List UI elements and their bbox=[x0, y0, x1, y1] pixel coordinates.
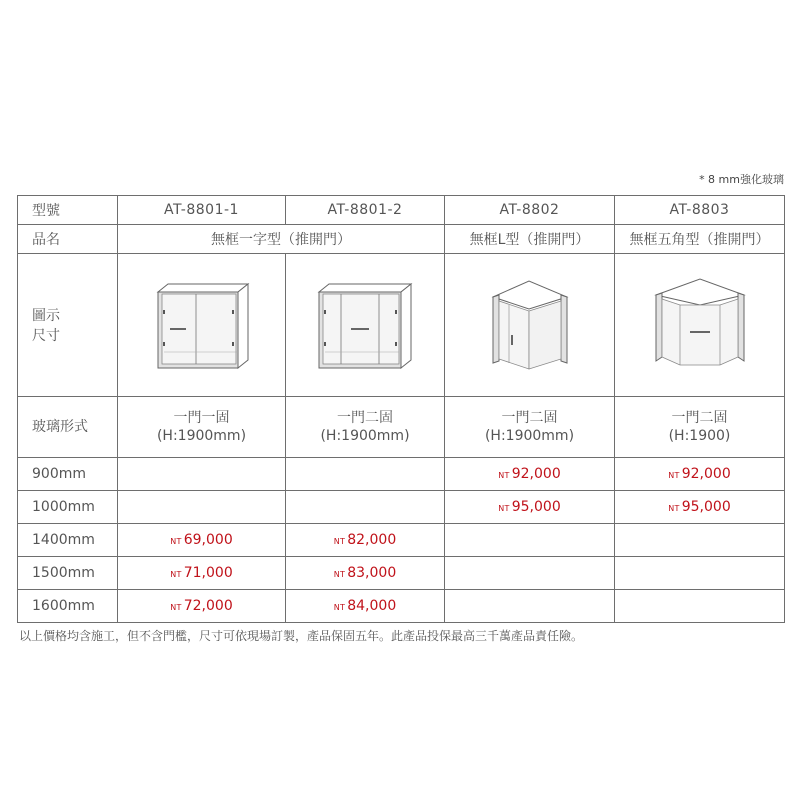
glass-type: 一門二固 bbox=[671, 410, 728, 426]
price-row bbox=[18, 524, 785, 557]
model-cell: AT-8801-2 bbox=[286, 196, 445, 225]
price-cell bbox=[286, 491, 445, 524]
currency-prefix: NT bbox=[170, 570, 182, 579]
size-label: 900mm bbox=[18, 458, 118, 491]
diagram-cell bbox=[118, 254, 286, 397]
glass-cell bbox=[445, 397, 615, 458]
glass-height: (H:1900) bbox=[668, 428, 731, 444]
price-cell bbox=[615, 524, 785, 557]
straight-two-fixed-diagram bbox=[315, 280, 415, 370]
currency-prefix: NT bbox=[333, 570, 346, 579]
price-value: 82,000 bbox=[347, 532, 397, 548]
model-row bbox=[18, 196, 785, 225]
price-cell bbox=[286, 458, 445, 491]
price-value: 71,000 bbox=[183, 565, 233, 581]
name-label: 品名 bbox=[18, 225, 118, 254]
price-cell bbox=[615, 491, 785, 524]
price-cell bbox=[286, 590, 445, 623]
glass-height: (H:1900mm) bbox=[320, 428, 410, 444]
glass-label: 玻璃形式 bbox=[18, 397, 118, 458]
size-rows bbox=[18, 458, 785, 623]
model-cell: AT-8803 bbox=[615, 196, 785, 225]
currency-prefix: NT bbox=[498, 471, 510, 480]
size-label: 1000mm bbox=[18, 491, 118, 524]
glass-type: 一門一固 bbox=[173, 410, 230, 426]
price-cell bbox=[118, 491, 286, 524]
price-cell bbox=[445, 557, 615, 590]
price-row bbox=[18, 458, 785, 491]
l-shape-diagram bbox=[485, 275, 575, 375]
diagram-cell bbox=[286, 254, 445, 397]
price-value: 84,000 bbox=[347, 598, 397, 614]
glass-height: (H:1900mm) bbox=[484, 428, 575, 444]
size-label: 1400mm bbox=[18, 524, 118, 557]
currency-prefix: NT bbox=[498, 504, 510, 513]
name-row bbox=[18, 225, 785, 254]
straight-one-door-diagram bbox=[152, 280, 252, 370]
price-cell bbox=[615, 590, 785, 623]
price-cell bbox=[118, 524, 286, 557]
price-cell bbox=[615, 458, 785, 491]
price-cell bbox=[286, 557, 445, 590]
glass-height: (H:1900mm) bbox=[156, 428, 247, 444]
currency-prefix: NT bbox=[333, 537, 346, 546]
price-cell bbox=[445, 590, 615, 623]
price-row bbox=[18, 557, 785, 590]
price-cell bbox=[445, 458, 615, 491]
model-cell: AT-8802 bbox=[445, 196, 615, 225]
glass-spec-note: * 8 mm強化玻璃 bbox=[699, 173, 784, 186]
price-value: 92,000 bbox=[681, 466, 731, 482]
currency-prefix: NT bbox=[668, 504, 680, 513]
price-cell bbox=[286, 524, 445, 557]
footer-note: 以上價格均含施工，但不含門檻，尺寸可依現場訂製，產品保固五年。此產品投保最高三千萬產品責任險。 bbox=[19, 629, 584, 643]
price-value: 72,000 bbox=[183, 598, 233, 614]
price-row bbox=[18, 491, 785, 524]
model-cell: AT-8801-1 bbox=[118, 196, 286, 225]
currency-prefix: NT bbox=[170, 537, 182, 546]
price-value: 69,000 bbox=[183, 532, 233, 548]
model-label: 型號 bbox=[18, 196, 118, 225]
price-row bbox=[18, 590, 785, 623]
glass-cell bbox=[286, 397, 445, 458]
price-cell bbox=[445, 491, 615, 524]
price-table bbox=[17, 195, 785, 623]
price-value: 95,000 bbox=[511, 499, 561, 515]
currency-prefix: NT bbox=[333, 603, 346, 612]
diagram-cell bbox=[615, 254, 785, 397]
product-name-straight: 無框一字型（推開門） bbox=[118, 225, 445, 254]
glass-type: 一門二固 bbox=[501, 410, 558, 426]
diagram-cell bbox=[445, 254, 615, 397]
diagram-row bbox=[18, 254, 785, 397]
size-label: 1500mm bbox=[18, 557, 118, 590]
pentagon-diagram bbox=[650, 275, 750, 375]
glass-cell bbox=[615, 397, 785, 458]
product-name-l-shape: 無框L型（推開門） bbox=[445, 225, 615, 254]
diagram-label-line1: 圖示 bbox=[32, 308, 60, 324]
currency-prefix: NT bbox=[170, 603, 182, 612]
size-label: 1600mm bbox=[18, 590, 118, 623]
price-value: 95,000 bbox=[681, 499, 731, 515]
currency-prefix: NT bbox=[668, 471, 680, 480]
price-cell bbox=[615, 557, 785, 590]
glass-row bbox=[18, 397, 785, 458]
diagram-label bbox=[18, 254, 118, 397]
price-cell bbox=[118, 458, 286, 491]
price-value: 92,000 bbox=[511, 466, 561, 482]
price-cell bbox=[445, 524, 615, 557]
glass-cell bbox=[118, 397, 286, 458]
glass-type: 一門二固 bbox=[337, 410, 393, 426]
diagram-label-line2: 尺寸 bbox=[32, 328, 60, 344]
price-value: 83,000 bbox=[347, 565, 397, 581]
product-name-pentagon: 無框五角型（推開門） bbox=[615, 225, 785, 254]
price-cell bbox=[118, 590, 286, 623]
price-cell bbox=[118, 557, 286, 590]
